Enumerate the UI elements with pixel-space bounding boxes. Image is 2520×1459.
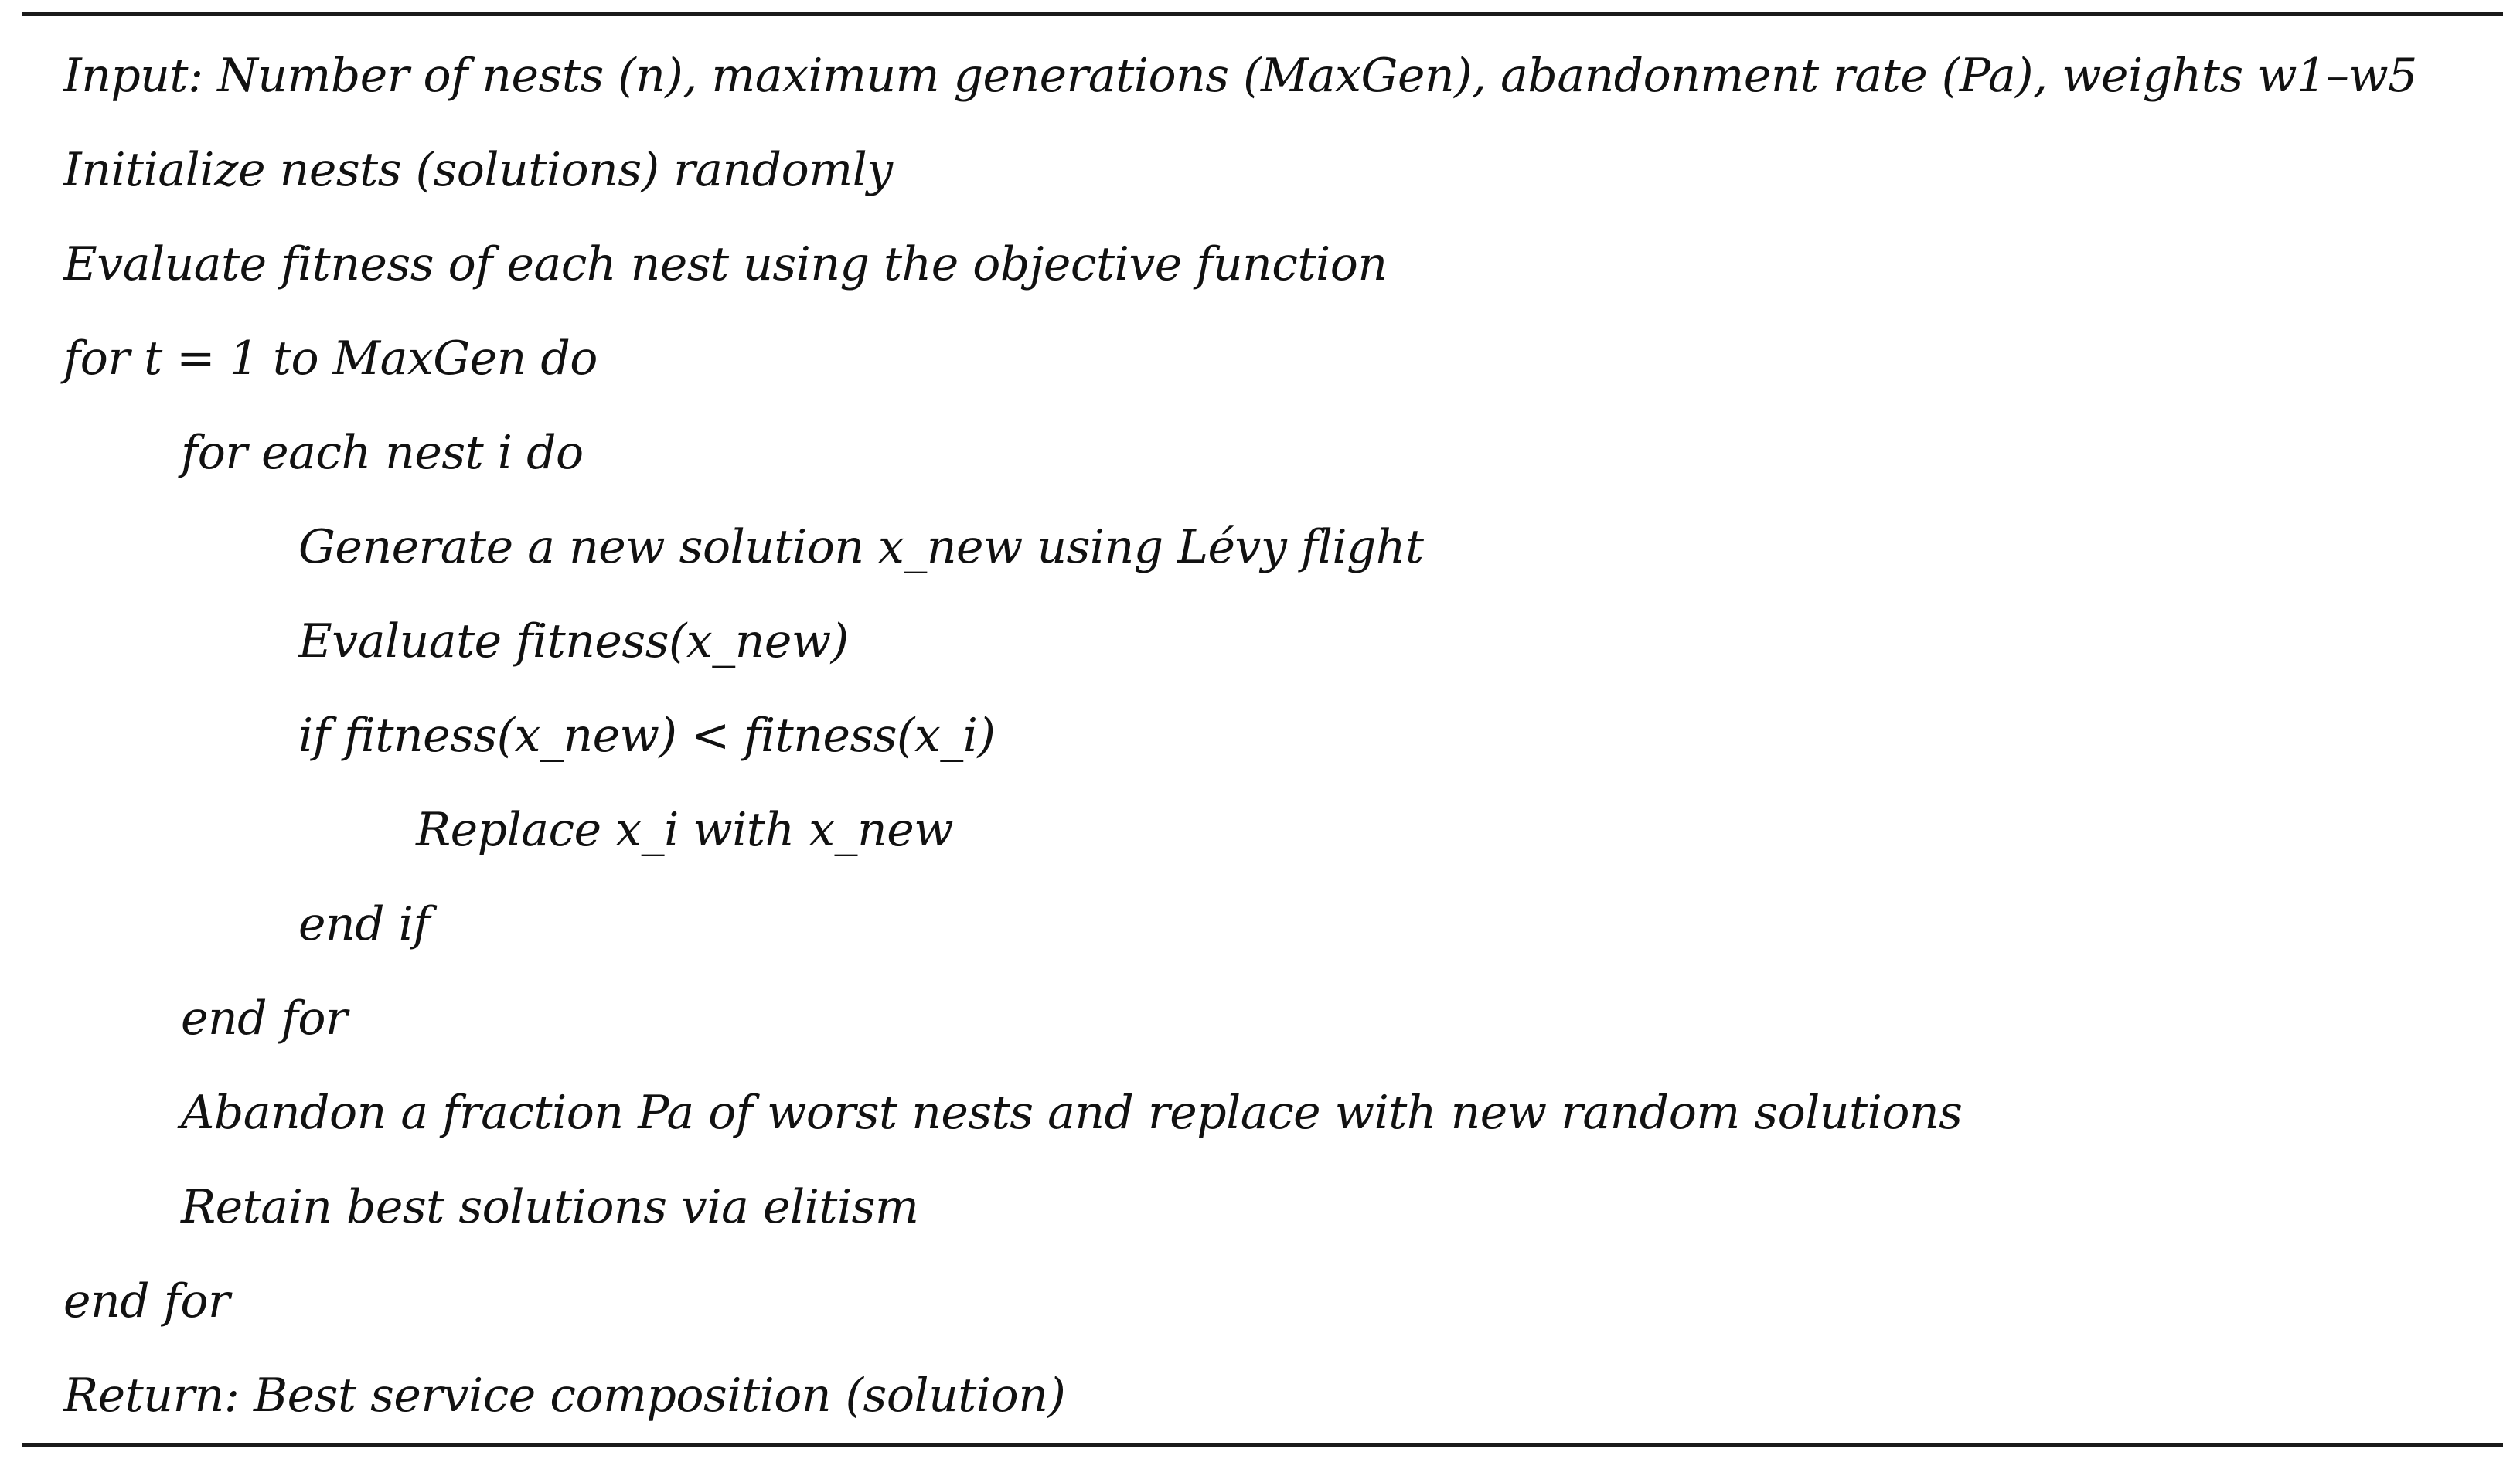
evaluate-line: Evaluate fitness of each nest using the objective function (63, 237, 1388, 291)
generate-solution-line: Generate a new solution x_new using Lévy flight (298, 520, 1424, 574)
bottom-rule (22, 1443, 2503, 1447)
if-condition-line: if fitness(x_new) < fitness(x_i) (298, 709, 996, 763)
evaluate-new-line: Evaluate fitness(x_new) (298, 614, 849, 668)
outer-loop-start: for t = 1 to MaxGen do (63, 332, 598, 386)
elitism-line: Retain best solutions via elitism (181, 1180, 919, 1234)
replace-line: Replace x_i with x_new (416, 803, 954, 857)
outer-loop-end: end for (63, 1274, 230, 1328)
initialize-line: Initialize nests (solutions) randomly (63, 143, 893, 197)
end-if-line: end if (298, 897, 431, 951)
input-line: Input: Number of nests (n), maximum generations (MaxGen), abandonment rate (Pa), weights w1–w5 (63, 49, 2417, 103)
top-rule (22, 12, 2503, 16)
inner-loop-end: end for (181, 991, 348, 1046)
inner-loop-start: for each nest i do (181, 426, 584, 480)
return-line: Return: Best service composition (solution) (63, 1369, 1066, 1423)
abandon-line: Abandon a fraction Pa of worst nests and replace with new random solutions (181, 1086, 1963, 1140)
algorithm-box (22, 12, 2503, 1447)
